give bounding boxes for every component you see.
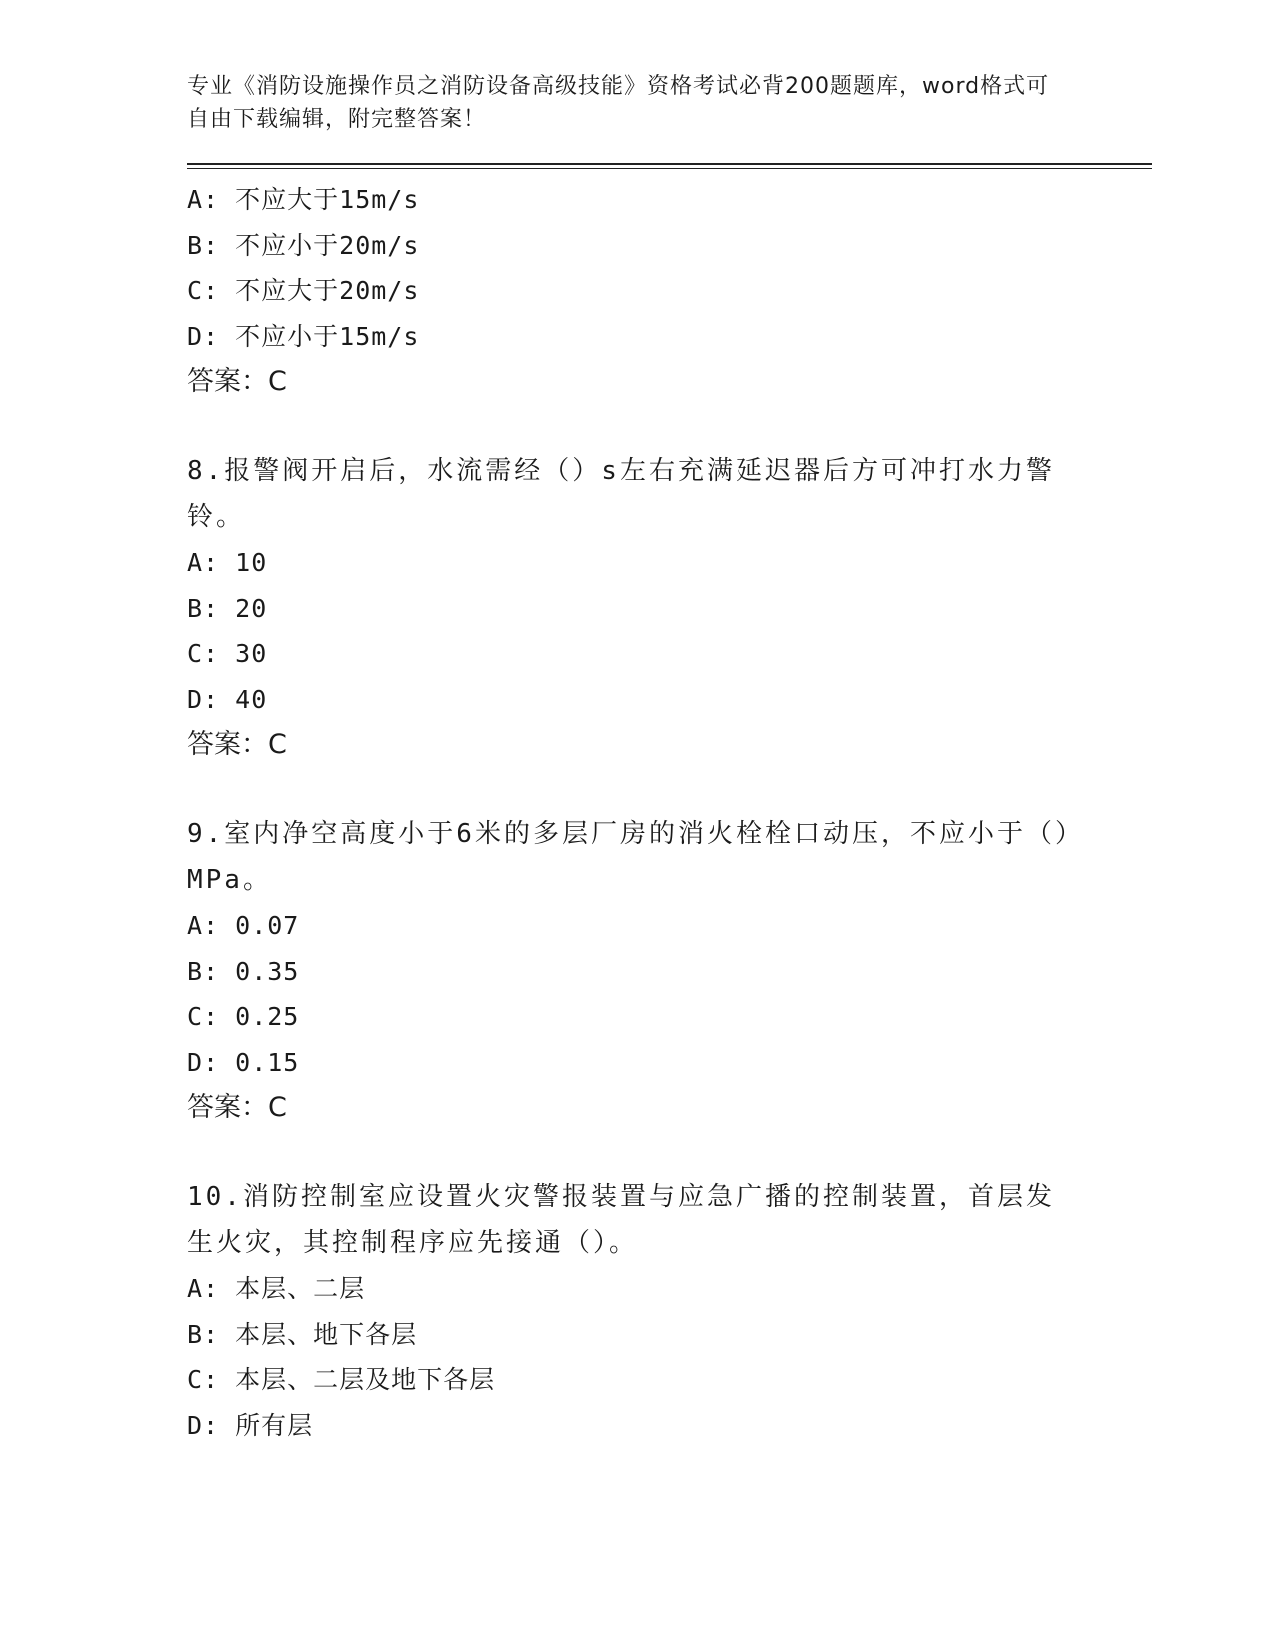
document-page — [187, 70, 1152, 1448]
option-c: C: 0.25 — [187, 1002, 300, 1031]
option-d: D: 0.15 — [187, 1047, 300, 1077]
question-9 — [187, 812, 1152, 1130]
answer-line: 答案：C — [187, 366, 287, 397]
question-7-continued — [187, 177, 1152, 404]
question-8 — [187, 449, 1152, 767]
option-a: A: 不应大于15m/s — [187, 185, 420, 214]
option-d: D: 所有层 — [187, 1410, 314, 1440]
option-c: C: 30 — [187, 639, 268, 668]
question-10 — [187, 1175, 1152, 1448]
option-a: A: 本层、二层 — [187, 1274, 366, 1303]
question-text: 8.报警阀开启后，水流需经（）s左右充满延迟器后方可冲打水力警铃。 — [187, 456, 1055, 532]
option-b: B: 本层、地下各层 — [187, 1319, 418, 1349]
option-b: B: 0.35 — [187, 956, 300, 986]
question-text: 10.消防控制室应设置火灾警报装置与应急广播的控制装置，首层发生火灾，其控制程序应先接通（）。 — [187, 1182, 1055, 1258]
option-a: A: 0.07 — [187, 911, 300, 940]
question-text: 9.室内净空高度小于6米的多层厂房的消火栓栓口动压，不应小于（）MPa。 — [187, 819, 1071, 895]
header-divider — [187, 163, 1152, 169]
option-d: D: 40 — [187, 684, 268, 714]
option-b: B: 20 — [187, 593, 268, 623]
option-c: C: 不应大于20m/s — [187, 276, 420, 305]
option-b: B: 不应小于20m/s — [187, 230, 420, 260]
option-c: C: 本层、二层及地下各层 — [187, 1365, 496, 1394]
document-title: 专业《消防设施操作员之消防设备高级技能》资格考试必背200题题库，word格式可自由下载编辑，附完整答案！ — [187, 74, 1050, 132]
option-a: A: 10 — [187, 548, 268, 577]
answer-line: 答案：C — [187, 1092, 287, 1123]
answer-line: 答案：C — [187, 729, 287, 760]
option-d: D: 不应小于15m/s — [187, 321, 420, 351]
